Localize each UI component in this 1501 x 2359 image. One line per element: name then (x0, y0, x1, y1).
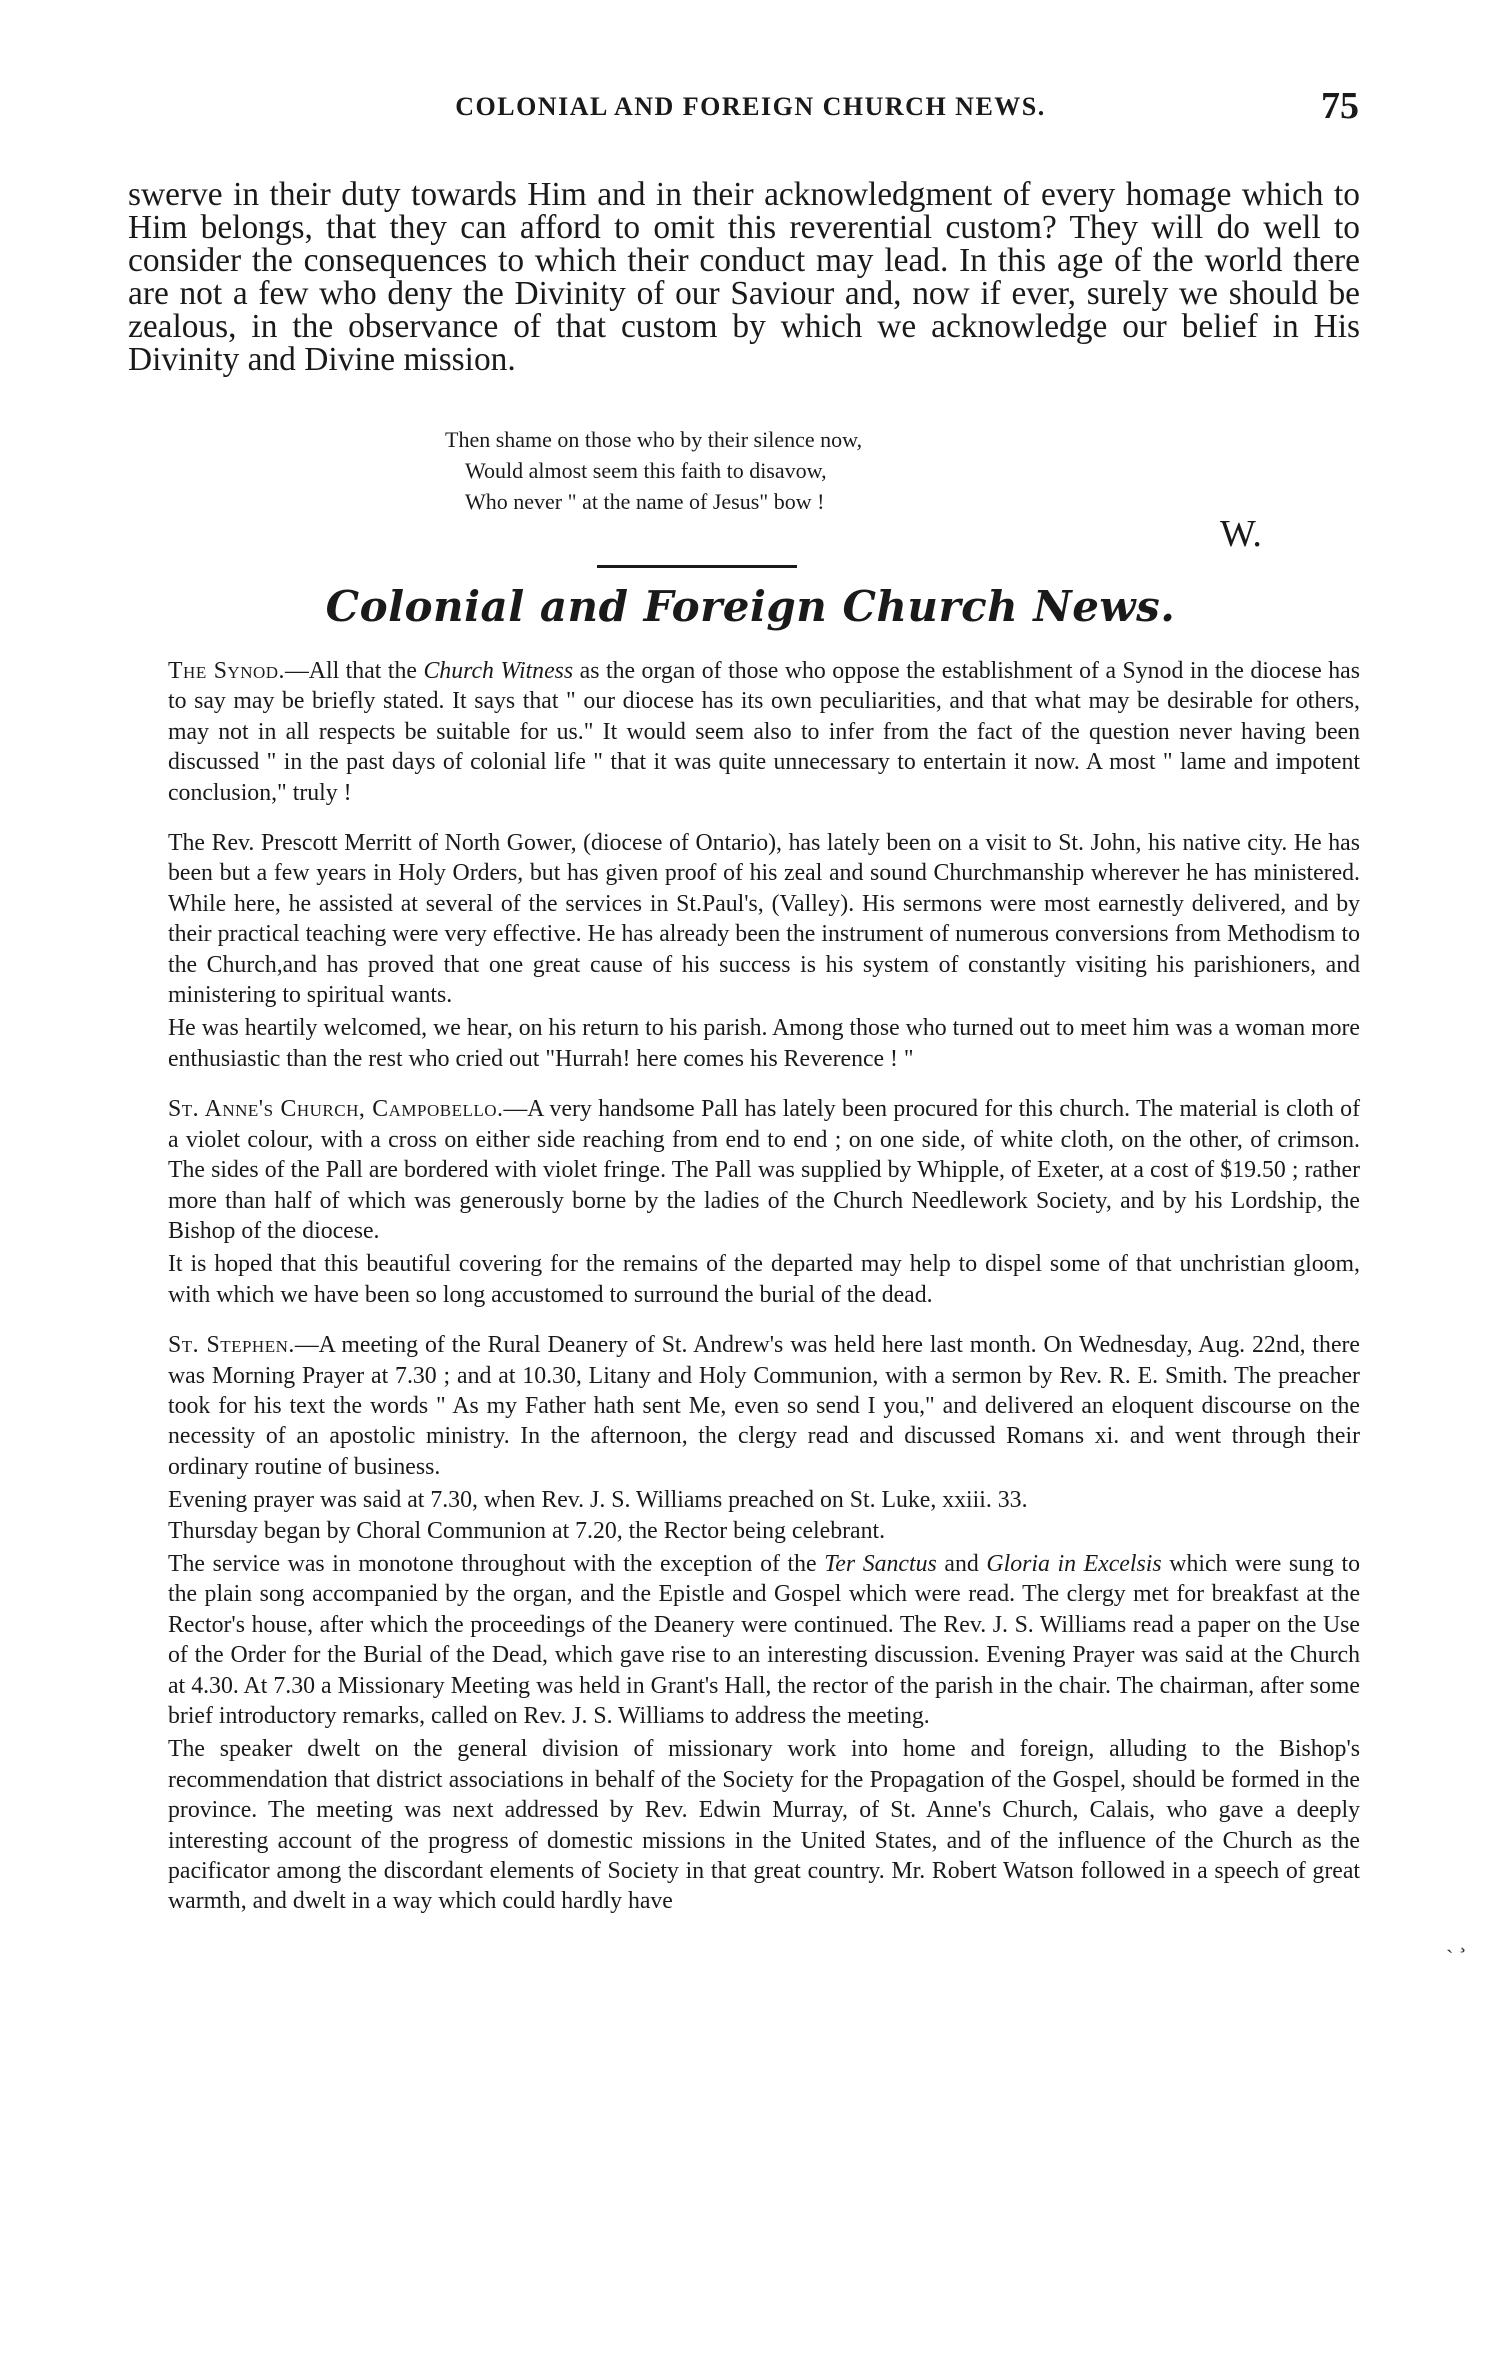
article-st-stephen-service (168, 1549, 1360, 1731)
article-text: which were sung to the plain song accompanied by the organ, and the Epistle and Gospel which were read. The clergy met for breakfast at the Rector's house, after which the proceedings of the Deanery were continued. The Rev. J. S. Williams read a paper on the Use of the Order for the Burial of the Dead, which gave rise to an interesting discussion. Evening Prayer was said at the Church at 4.30. At 7.30 a Missionary Meeting was held in Grant's Hall, the rector of the parish in the chair. The chairman, after some brief introductory remarks, called on Rev. J. S. Williams to address the meeting. (168, 1550, 1361, 1729)
verse-line: Would almost seem this faith to disavow, (465, 458, 827, 483)
verse-line: Then shame on those who by their silence now, (445, 427, 863, 452)
page-number: 75 (1321, 85, 1359, 127)
running-head (0, 85, 1501, 132)
article-st-anne (168, 1094, 1360, 1246)
article-text: —A very handsome Pall has lately been procured for this church. The material is cloth of a violet colour, with a cross on either side reaching from end to end ; on one side, of white cloth, on the other, of crimson. The sides of the Pall are bordered with violet fringe. The Pall was supplied by Whipple, of Exeter, at a cost of $19.50 ; rather more than half of which was generously borne by the ladies of the Church Needlework Society, and by his Lordship, the Bishop of the diocese. (168, 1096, 1361, 1244)
section-heading: Colonial and Foreign Church News. (325, 582, 1176, 631)
verse-line: Who never " at the name of Jesus" bow ! (465, 489, 825, 514)
article-synod (168, 656, 1360, 808)
article-st-stephen-evening: Evening prayer was said at 7.30, when Rev. J. S. Williams preached on St. Luke, xxiii. 33. (168, 1487, 1028, 1514)
paper-title: Church Witness (423, 658, 574, 684)
intro-text (128, 178, 1360, 376)
article-merritt: The Rev. Prescott Merritt of North Gower, (diocese of Ontario), has lately been on a visit to St. John, his native city. He has been but a few years in Holy Orders, but has given proof of his zeal and sound Churchmanship wherever he has ministered. While here, he assisted at several of the services in St.Paul's, (Valley). His sermons were most earnestly delivered, and by their practical teaching were very effective. He has already been the instrument of numerous conversions from Methodism to the Church,and has proved that one great cause of his success is his system of constantly visiting his parishioners, and ministering to spiritual wants. (168, 830, 1360, 1009)
hymn-title: Gloria in Excelsis (986, 1550, 1162, 1577)
article-text: as the organ of those who oppose the establishment of a Synod in the diocese has to say may be briefly stated. It says that " our diocese has its own peculiarities, and that what may be desirable for others, may not in all respects be suitable for us." It would seem also to infer from the fact of the question never having been discussed " in the past days of colonial life " that it was quite unnecessary to entertain it now. A most " lame and impotent conclusion," truly ! (168, 658, 1360, 806)
article-merritt-continued: He was heartily welcomed, we hear, on his return to his parish. Among those who turned out to meet him was a woman more enthusiastic than the rest who cried out "Hurrah! here comes his Reverence ! " (168, 1015, 1360, 1072)
section-divider (597, 565, 797, 568)
running-title: COLONIAL AND FOREIGN CHURCH NEWS. (455, 92, 1046, 121)
article-text: The service was in monotone throughout with the exception of the (168, 1550, 825, 1577)
margin-mark: ˎ ¸ (1446, 1928, 1467, 1953)
article-st-stephen (168, 1330, 1360, 1482)
author-signature: W. (1220, 513, 1262, 555)
article-st-stephen-thursday: Thursday began by Choral Communion at 7.20, the Rector being celebrant. (168, 1517, 886, 1544)
article-head: St. Stephen. (168, 1332, 295, 1359)
hymn-title: Ter Sanctus (824, 1550, 937, 1577)
news-column (168, 656, 1360, 1917)
intro-paragraph: swerve in their duty towards Him and in their acknowledgment of every homage which to Him belongs, that they can afford to omit this reverential custom? They will do well to consider the consequences to which their conduct may lead. In this age of the world there are not a few who deny the Divinity of our Saviour and, now if ever, surely we should be zealous, in the observance of that custom by which we acknowledge our belief in His Divinity and Divine mission. (128, 176, 1360, 378)
article-st-anne-continued: It is hoped that this beautiful covering for the remains of the departed may help to dispel some of that unchristian gloom, with which we have been so long accustomed to surround the burial of the dead. (168, 1251, 1360, 1308)
verse-quote (445, 424, 1145, 517)
article-head: The Synod. (168, 658, 285, 684)
article-text: —All that the (284, 658, 424, 684)
article-st-stephen-speaker: The speaker dwelt on the general division of missionary work into home and foreign, alluding to the Bishop's recommendation that district associations in behalf of the Society for the Propagation of the Gospel, should be formed in the province. The meeting was next addressed by Rev. Edwin Murray, of St. Anne's Church, Calais, who gave a deeply interesting account of the progress of domestic missions in the United States, and of the influence of the Church as the pacificator among the discordant elements of Society in that great country. Mr. Robert Watson followed in a speech of great warmth, and dwelt in a way which could hardly have (168, 1736, 1360, 1915)
article-text: and (936, 1550, 987, 1577)
article-head: St. Anne's Church, Campobello. (168, 1096, 504, 1123)
article-text: —A meeting of the Rural Deanery of St. Andrew's was held here last month. On Wednesday, Aug. 22nd, there was Morning Prayer at 7.30 ; and at 10.30, Litany and Holy Communion, with a sermon by Rev. R. E. Smith. The preacher took for his text the words " As my Father hath sent Me, even so send I you," and delivered an eloquent discourse on the necessity of an apostolic ministry. In the afternoon, the clergy read and discussed Romans xi. and went through their ordinary routine of business. (168, 1332, 1360, 1480)
